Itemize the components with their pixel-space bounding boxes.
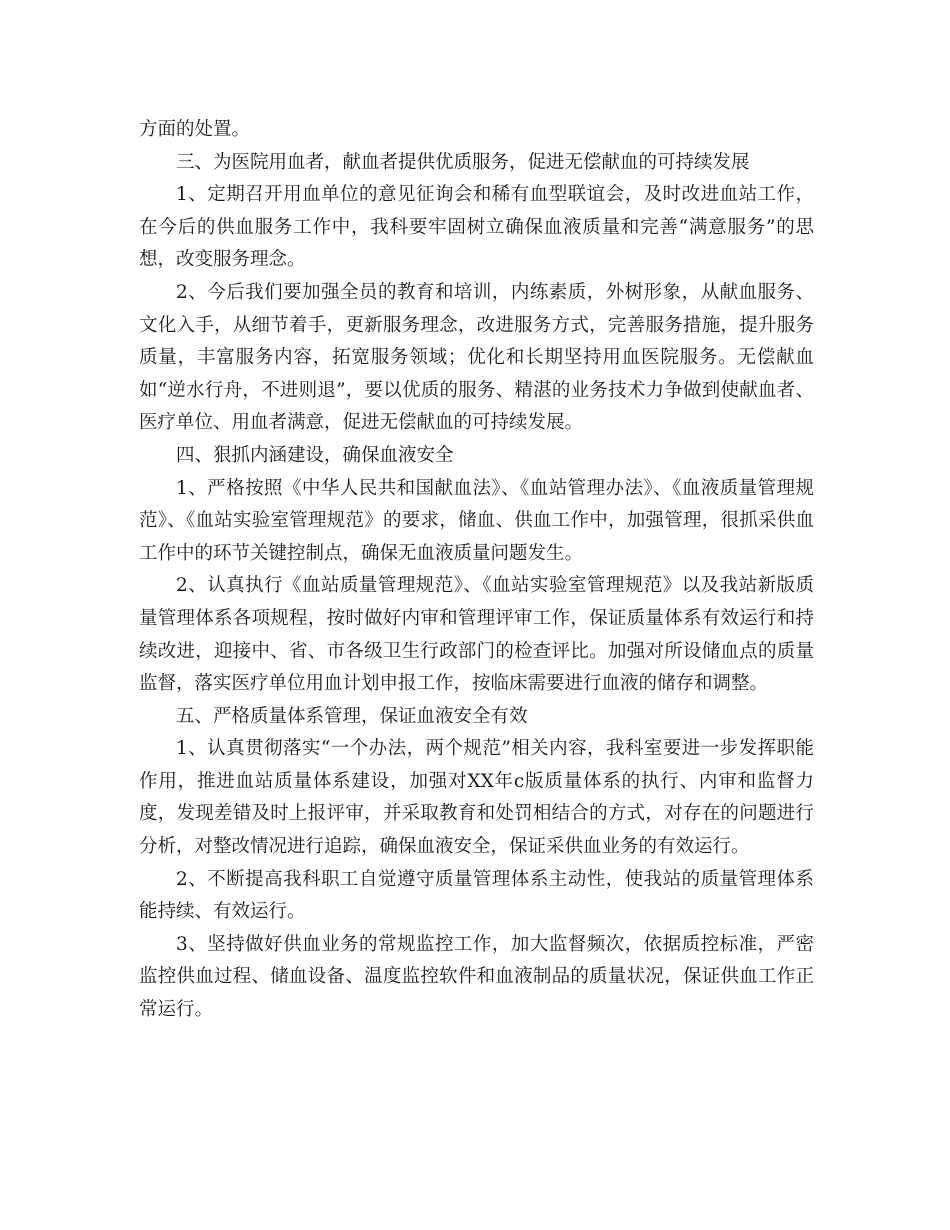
paragraph: 2、认真执行《血站质量管理规范》、《血站实验室管理规范》以及我站新版质量管理体系各项规程，按时做好内审和管理评审工作，保证质量体系有效运行和持续改进，迎接中、省、市各级卫生行政部门的检查评比。加强对所设储血点的质量监督，落实医疗单位用血计划申报工作，按临床需要进行血液的储存和调整。 bbox=[139, 575, 814, 695]
paragraph: 2、不断提高我科职工自觉遵守质量管理体系主动性，使我站的质量管理体系能持续、有效运行。 bbox=[139, 868, 814, 923]
paragraph: 1、定期召开用血单位的意见征询会和稀有血型联谊会，及时改进血站工作，在今后的供血服务工作中，我科要牢固树立确保血液质量和完善“满意服务”的思想，改变服务理念。 bbox=[139, 184, 814, 271]
paragraph: 1、严格按照《中华人民共和国献血法》、《血站管理办法》、《血液质量管理规范》、《血站实验室管理规范》的要求，储血、供血工作中，加强管理，很抓采供血工作中的环节关键控制点，确保无血液质量问题发生。 bbox=[139, 477, 814, 564]
paragraph-continuation: 方面的处置。 bbox=[139, 119, 251, 140]
paragraph: 3、坚持做好供血业务的常规监控工作，加大监督频次，依据质控标准，严密监控供血过程、储血设备、温度监控软件和血液制品的质量状况，保证供血工作正常运行。 bbox=[139, 933, 814, 1021]
paragraph: 1、认真贯彻落实“一个办法，两个规范”相关内容，我科室要进一步发挥职能作用，推进血站质量体系建设，加强对XX年c版质量体系的执行、内审和监督力度，发现差错及时上报评审，并采取教育和处罚相结合的方式，对存在的问题进行分析，对整改情况进行追踪，确保血液安全，保证采供血业务的有效运行。 bbox=[139, 738, 814, 858]
paragraph: 2、今后我们要加强全员的教育和培训，内练素质，外树形象，从献血服务、文化入手，从细节着手，更新服务理念，改进服务方式，完善服务措施，提升服务质量，丰富服务内容，拓宽服务领域；优化和长期坚持用血医院服务。无偿献血如“逆水行舟，不进则退”，要以优质的服务、精湛的业务技术力争做到使献血者、医疗单位、用血者满意，促进无偿献血的可持续发展。 bbox=[139, 281, 814, 434]
document-body bbox=[139, 114, 814, 1027]
section-heading-4: 四、狠抓内涵建设，确保血液安全 bbox=[176, 444, 454, 466]
section-heading-3: 三、为医院用血者，献血者提供优质服务，促进无偿献血的可持续发展 bbox=[176, 151, 750, 173]
section-heading-5: 五、严格质量体系管理，保证血液安全有效 bbox=[176, 705, 528, 727]
